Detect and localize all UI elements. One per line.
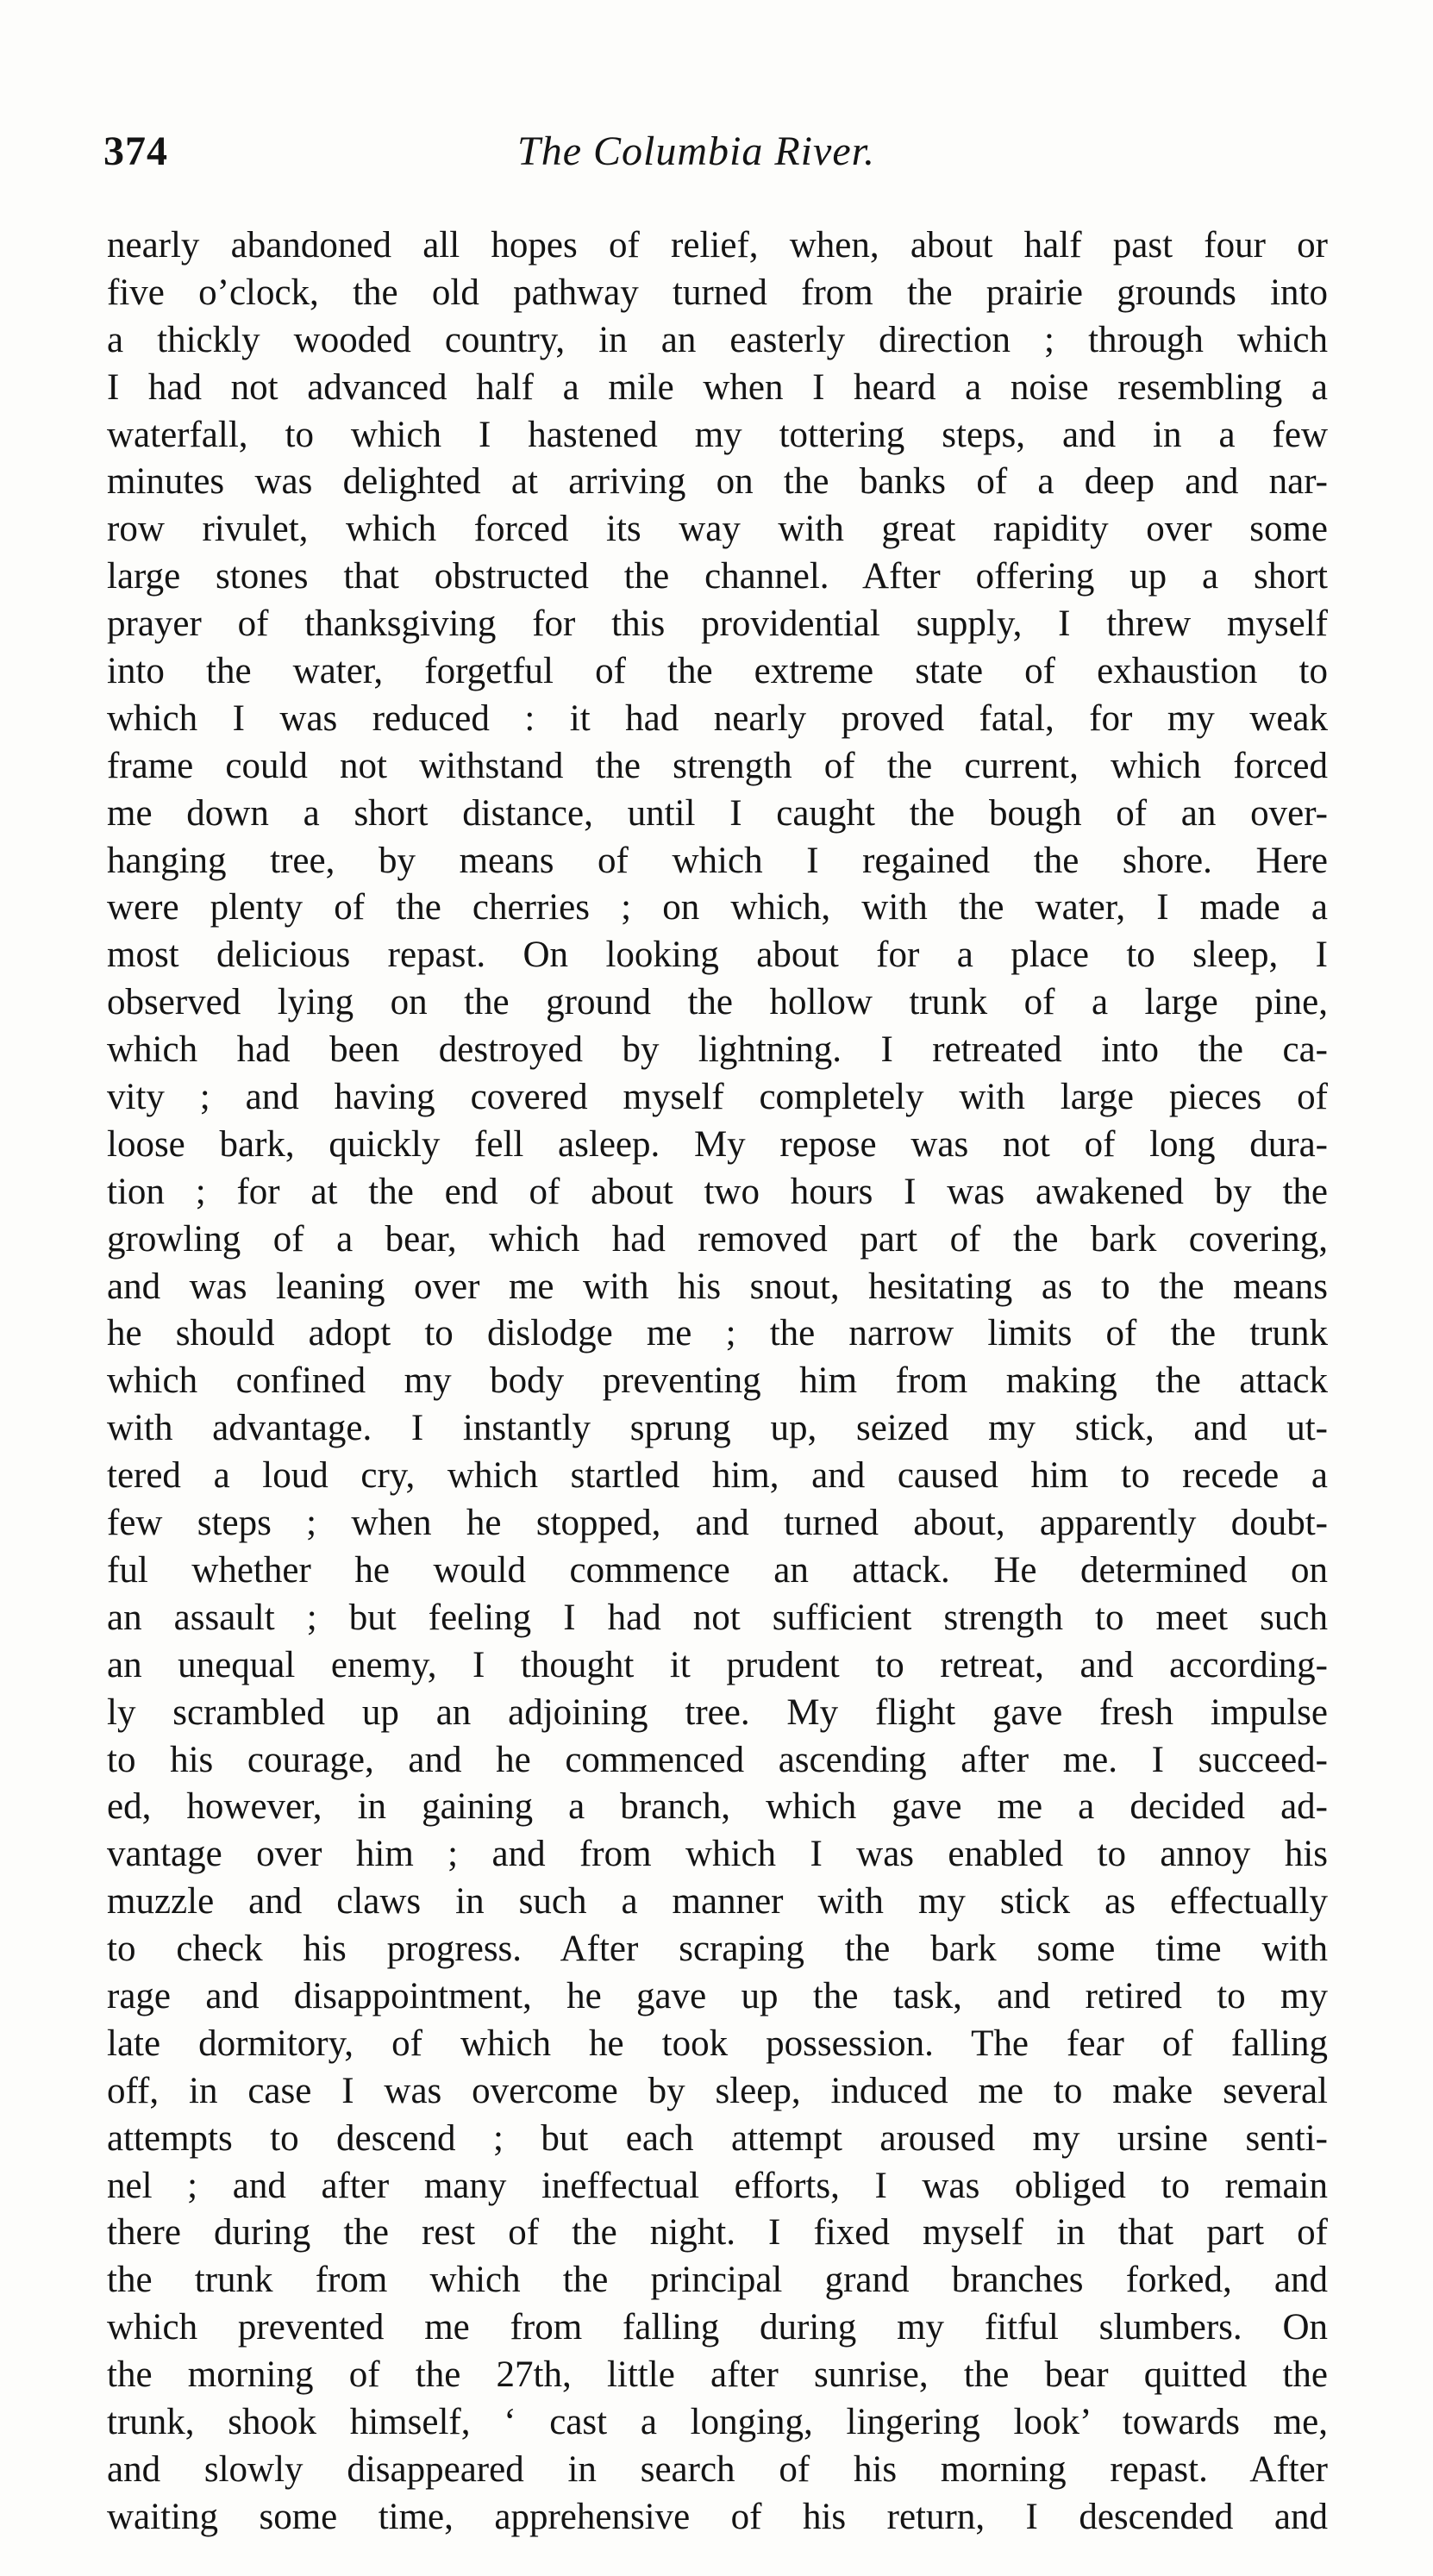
- text-line: ly scrambled up an adjoining tree. My flight gave fresh impulse: [107, 1691, 1328, 1733]
- text-line: nel ; and after many ineffectual efforts, I was obliged to remain: [107, 2165, 1328, 2206]
- text-line: row rivulet, which forced its way with great rapidity over some: [107, 509, 1328, 550]
- text-line: I had not advanced half a mile when I heard a noise resembling a: [107, 366, 1328, 408]
- text-line: attempts to descend ; but each attempt aroused my ursine senti-: [107, 2117, 1328, 2159]
- text-line: tion ; for at the end of about two hours I was awakened by the: [107, 1171, 1328, 1212]
- text-line: there during the rest of the night. I fixed myself in that part of: [107, 2212, 1328, 2254]
- text-line: to check his progress. After scraping the bark some time with: [107, 1929, 1328, 1970]
- text-line: an assault ; but feeling I had not sufficient strength to meet such: [107, 1597, 1328, 1638]
- text-line: tered a loud cry, which startled him, and caused him to recede a: [107, 1455, 1328, 1497]
- text-line: with advantage. I instantly sprung up, seized my stick, and ut-: [107, 1408, 1328, 1449]
- body-text: [107, 222, 1328, 2542]
- text-line: minutes was delighted at arriving on the banks of a deep and nar-: [107, 461, 1328, 503]
- text-line: which confined my body preventing him from making the attack: [107, 1360, 1328, 1402]
- text-line: a thickly wooded country, in an easterly direction ; through which: [107, 319, 1328, 360]
- text-line: which had been destroyed by lightning. I retreated into the ca-: [107, 1029, 1328, 1071]
- page-number: 374: [103, 128, 168, 174]
- text-line: rage and disappointment, he gave up the task, and retired to my: [107, 1975, 1328, 2016]
- text-line: five o’clock, the old pathway turned from the prairie grounds into: [107, 272, 1328, 313]
- text-line: vantage over him ; and from which I was enabled to annoy his: [107, 1834, 1328, 1875]
- text-line: vity ; and having covered myself completely with large pieces of: [107, 1077, 1328, 1118]
- running-head: [103, 128, 1328, 179]
- text-line: most delicious repast. On looking about for a place to sleep, I: [107, 935, 1328, 976]
- text-line: large stones that obstructed the channel. After offering up a short: [107, 556, 1328, 597]
- text-line: observed lying on the ground the hollow trunk of a large pine,: [107, 982, 1328, 1023]
- text-line: waterfall, to which I hastened my tottering steps, and in a few: [107, 414, 1328, 455]
- text-line: the morning of the 27th, little after sunrise, the bear quitted the: [107, 2354, 1328, 2396]
- text-line: loose bark, quickly fell asleep. My repose was not of long dura-: [107, 1123, 1328, 1165]
- text-line: and slowly disappeared in search of his morning repast. After: [107, 2448, 1328, 2490]
- text-line: muzzle and claws in such a manner with my stick as effectually: [107, 1881, 1328, 1923]
- text-line: to his courage, and he commenced ascending after me. I succeed-: [107, 1739, 1328, 1780]
- text-line: off, in case I was overcome by sleep, induced me to make several: [107, 2070, 1328, 2111]
- text-line: into the water, forgetful of the extreme state of exhaustion to: [107, 651, 1328, 692]
- text-line: the trunk from which the principal grand branches forked, and: [107, 2260, 1328, 2301]
- text-line: late dormitory, of which he took possession. The fear of falling: [107, 2023, 1328, 2064]
- text-line: nearly abandoned all hopes of relief, when, about half past four or: [107, 225, 1328, 266]
- text-line: which prevented me from falling during my fitful slumbers. On: [107, 2307, 1328, 2348]
- text-line: trunk, shook himself, ‘ cast a longing, lingering look’ towards me,: [107, 2401, 1328, 2442]
- text-line: an unequal enemy, I thought it prudent to retreat, and according-: [107, 1644, 1328, 1685]
- running-title: The Columbia River.: [517, 128, 875, 174]
- text-line: prayer of thanksgiving for this providential supply, I threw myself: [107, 603, 1328, 645]
- text-line: hanging tree, by means of which I regained the shore. Here: [107, 840, 1328, 881]
- text-line: few steps ; when he stopped, and turned about, apparently doubt-: [107, 1503, 1328, 1544]
- text-line: frame could not withstand the strength of the current, which forced: [107, 745, 1328, 786]
- text-line: ed, however, in gaining a branch, which gave me a decided ad-: [107, 1786, 1328, 1828]
- text-line: ful whether he would commence an attack. He determined on: [107, 1549, 1328, 1591]
- text-line: waiting some time, apprehensive of his return, I descended and: [107, 2496, 1328, 2537]
- text-line: were plenty of the cherries ; on which, with the water, I made a: [107, 887, 1328, 928]
- text-line: which I was reduced : it had nearly proved fatal, for my weak: [107, 697, 1328, 739]
- text-line: and was leaning over me with his snout, hesitating as to the means: [107, 1266, 1328, 1307]
- text-line: me down a short distance, until I caught the bough of an over-: [107, 792, 1328, 834]
- text-line: growling of a bear, which had removed part of the bark covering,: [107, 1218, 1328, 1260]
- text-line: he should adopt to dislodge me ; the narrow limits of the trunk: [107, 1313, 1328, 1354]
